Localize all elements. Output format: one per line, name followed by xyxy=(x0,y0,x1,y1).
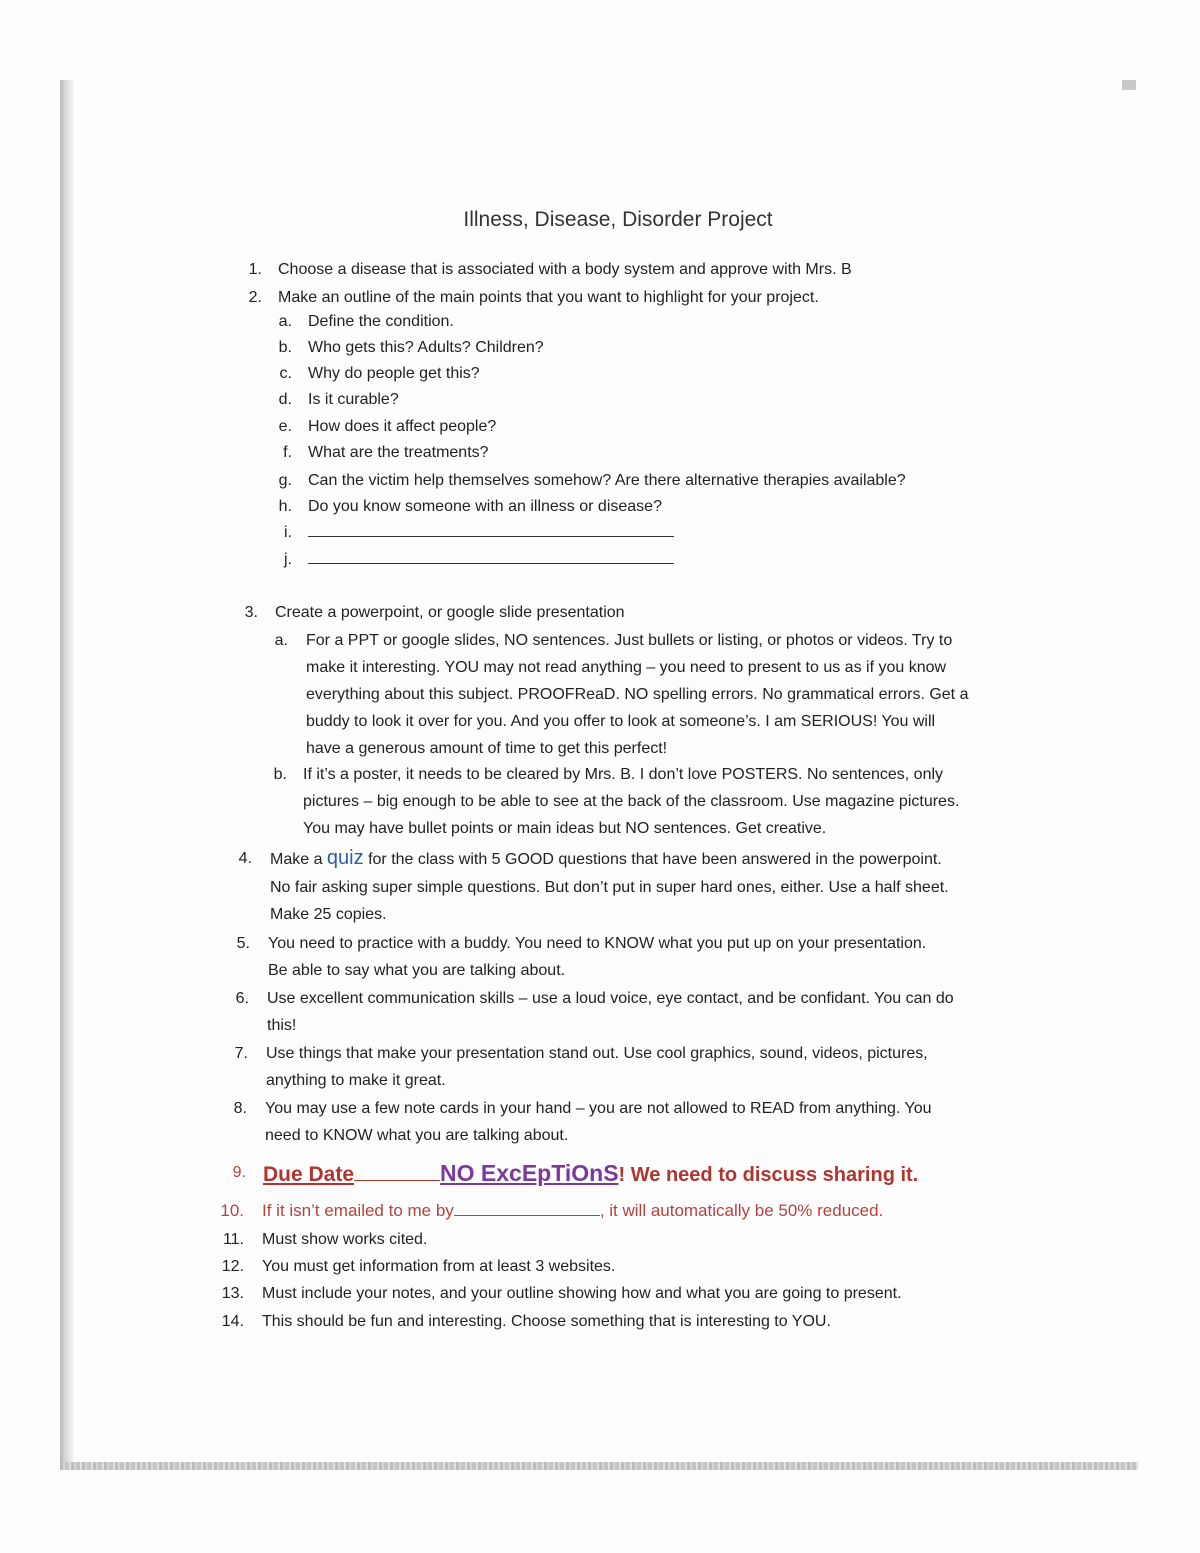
fill-in-blank[interactable] xyxy=(308,549,674,564)
scan-corner-mark xyxy=(1122,80,1136,90)
scan-shadow-left xyxy=(60,80,74,1465)
email-date-blank[interactable] xyxy=(454,1201,600,1216)
scan-shadow-bottom xyxy=(60,1462,1138,1470)
due-date-blank[interactable] xyxy=(354,1166,440,1181)
page-title: Illness, Disease, Disorder Project xyxy=(463,208,773,231)
document-page: Illness, Disease, Disorder Project 1. Choose a disease that is associated with a body system and approve with Mrs. B 2. Make an outline of the main points that you want to highlight for your project. a. Define the condition. b. Who gets this? Adults? Children? c. Why do people get this? d. Is it curable? e. How does it affect people? f. What are the treatments? g. Can the victim help themselves somehow? Are there alternative therapies available? h. Do you know someone with an illness or disease? i. j. 3. Create a powerpoint, or google slide presentation a. For a PPT or google slides, NO sentences. Just bullets or listing, or photos or videos. Try to make it interesting. YOU may not read anything – you need to present to us as if you know everything about this subject. PROOFReaD. NO spelling errors. No grammatical errors. Get a buddy to look it over for you. And you offer to look at someone’s. I am SERIOUS! You will have a generous amount of time to get this perfect! b. If it’s a poster, it needs to be cleared by Mrs. B. I don’t love POSTERS. No sentences, only pictures – big enough to be able to see at the back of the classroom. Use magazine pictures. You may have bullet points or main ideas but NO sentences. Get creative. 4. Make a quiz for the class with 5 GOOD questions that have been answered in the powerpoint. No fair asking super simple questions. But don’t put in super hard ones, either. Use a half sheet. Make 25 copies. 5. You need to practice with a buddy. You need to KNOW what you put up on your presentation. Be able to say what you are talking about. 6. Use excellent communication skills – use a loud voice, eye contact, and be confidant. You can do this! 7. Use things that make your presentation stand out. Use cool graphics, sound, videos, pictures, anything to make it great. 8. You may use a few note cards in your hand – you are not allowed to READ from anything. You need to KNOW what you are talking about. 9. Due Date NO ExcEpTiOnS! We need to discuss sharing it. 10. If it isn’t emailed to me by , it will automatically be 50% reduced. 11. Must show works cited. 12. You must get information from at least 3 websites. 13. Must include your notes, and your outline showing how and what you are going to present. 14. This should be fun and interesting. Choose something that is interesting to YOU. xyxy=(0,0,1200,1553)
quiz-word: quiz xyxy=(326,847,364,869)
no-exceptions-text: NO ExcEpTiOnS xyxy=(440,1160,619,1186)
due-date-label: Due Date xyxy=(263,1163,355,1186)
fill-in-blank[interactable] xyxy=(308,522,674,537)
